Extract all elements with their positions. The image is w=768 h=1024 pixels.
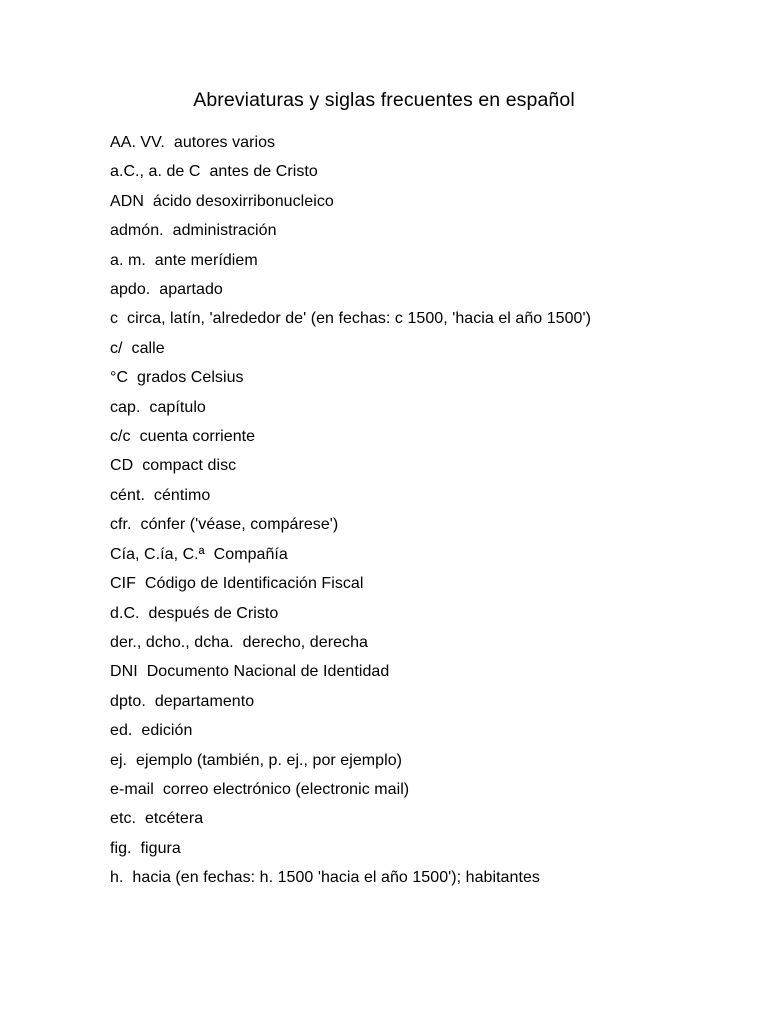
list-item: CIF Código de Identificación Fiscal xyxy=(110,575,364,593)
list-item: c circa, latín, 'alrededor de' (en fechas: c 1500, 'hacia el año 1500') xyxy=(110,310,591,328)
list-item: fig. figura xyxy=(110,839,181,857)
page-title: Abreviaturas y siglas frecuentes en español xyxy=(193,89,575,111)
list-item: cfr. cónfer ('véase, compárese') xyxy=(110,516,339,534)
list-item: h. hacia (en fechas: h. 1500 'hacia el año 1500'); habitantes xyxy=(110,869,540,887)
list-item: Cía, C.ía, C.ª Compañía xyxy=(110,545,288,563)
list-item: d.C. después de Cristo xyxy=(110,604,279,622)
list-item: cént. céntimo xyxy=(110,486,211,504)
list-item: apdo. apartado xyxy=(110,281,223,299)
list-item: c/ calle xyxy=(110,339,165,357)
abbreviation-list xyxy=(110,128,591,893)
list-item: c/c cuenta corriente xyxy=(110,428,256,446)
list-item: admón. administración xyxy=(110,222,277,240)
list-item: ej. ejemplo (también, p. ej., por ejemplo) xyxy=(110,751,403,769)
list-item: DNI Documento Nacional de Identidad xyxy=(110,663,390,681)
list-item: a.C., a. de C antes de Cristo xyxy=(110,163,318,181)
list-item: CD compact disc xyxy=(110,457,237,475)
list-item: etc. etcétera xyxy=(110,810,204,828)
list-item: dpto. departamento xyxy=(110,692,255,710)
list-item: AA. VV. autores varios xyxy=(110,134,276,151)
list-item: ed. edición xyxy=(110,722,193,740)
list-item: e-mail correo electrónico (electronic mail) xyxy=(110,780,410,798)
list-item: der., dcho., dcha. derecho, derecha xyxy=(110,633,368,651)
list-item: a. m. ante merídiem xyxy=(110,251,258,269)
list-item: ADN ácido desoxirribonucleico xyxy=(110,192,334,210)
list-item: °C grados Celsius xyxy=(110,369,244,387)
list-item: cap. capítulo xyxy=(110,398,206,416)
